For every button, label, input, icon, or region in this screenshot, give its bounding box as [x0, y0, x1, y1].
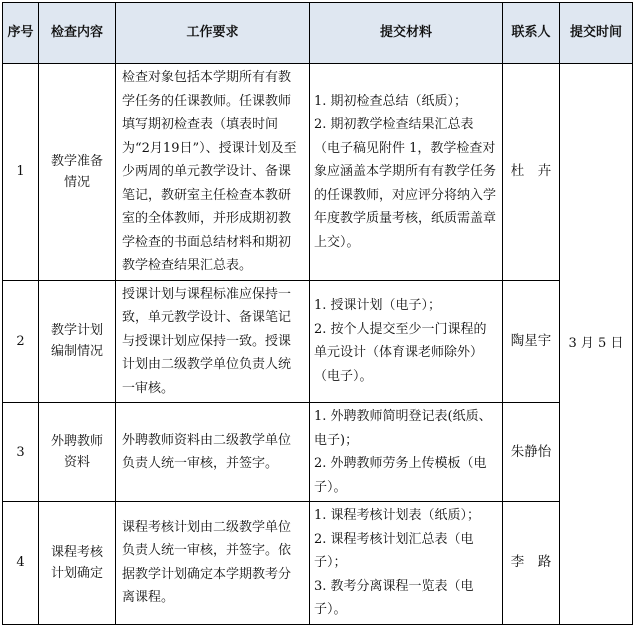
row-requirement: 授课计划与课程标准应保持一致，单元教学设计、备课笔记与授课计划应保持一致。授课计划由二级教学单位负责人统一审核。	[116, 280, 310, 403]
header-deadline: 提交时间	[560, 3, 633, 64]
row-materials	[310, 502, 503, 625]
row-requirement: 课程考核计划由二级教学单位负责人统一审核，并签字。依据教学计划确定本学期教考分离课程。	[116, 502, 310, 625]
table-row	[3, 280, 633, 403]
material-item: 2. 外聘教师劳务上传模板（电子）。	[314, 456, 487, 495]
row-seq: 3	[3, 403, 39, 502]
material-item: 2. 期初教学检查结果汇总表（电子稿见附件 1，教学检查对象应涵盖本学期所有有教学任务的任课教师，对应评分将纳入学年度教学质量考核，纸质需盖章上交）。	[314, 117, 497, 250]
deadline-cell: 3 月 5 日	[560, 64, 633, 625]
table-row	[3, 64, 633, 281]
row-seq: 2	[3, 280, 39, 403]
material-item: 2. 课程考核计划汇总表（电子）；	[314, 531, 474, 570]
header-requirement: 工作要求	[116, 3, 310, 64]
table-row	[3, 502, 633, 625]
row-contact: 杜 卉	[503, 64, 560, 281]
material-item: 1. 课程考核计划表（纸质）；	[314, 508, 481, 523]
material-item: 3. 教考分离课程一览表（电子）。	[314, 578, 474, 617]
row-requirement: 外聘教师资料由二级教学单位负责人统一审核，并签字。	[116, 403, 310, 502]
header-item: 检查内容	[39, 3, 116, 64]
material-item: 1. 外聘教师简明登记表(纸质、电子)；	[314, 409, 492, 448]
header-contact: 联系人	[503, 3, 560, 64]
material-item: 1. 授课计划（电子）；	[314, 298, 442, 314]
header-materials: 提交材料	[310, 3, 503, 64]
material-item: 2. 按个人提交至少一门课程的单元设计（体育课老师除外）（电子）。	[314, 321, 487, 384]
row-item: 外聘教师资料	[39, 403, 116, 502]
row-item: 教学计划编制情况	[39, 280, 116, 403]
row-seq: 1	[3, 64, 39, 281]
row-contact: 朱静怡	[503, 403, 560, 502]
inspection-table	[2, 2, 633, 625]
row-seq: 4	[3, 502, 39, 625]
header-row	[3, 3, 633, 64]
row-materials	[310, 64, 503, 281]
row-contact: 李 路	[503, 502, 560, 625]
row-materials	[310, 280, 503, 403]
header-seq: 序号	[3, 3, 39, 64]
row-contact: 陶星宇	[503, 280, 560, 403]
material-item: 1. 期初检查总结（纸质）；	[314, 93, 468, 109]
table-row	[3, 403, 633, 502]
row-item: 课程考核计划确定	[39, 502, 116, 625]
row-item: 教学准备情况	[39, 64, 116, 281]
row-requirement: 检查对象包括本学期所有有教学任务的任课教师。任课教师填写期初检查表（填表时间为“2月19日”）、授课计划及至少两周的单元教学设计、备课笔记，教研室主任检查本教研室的全体教师，并形成期初教学检查的书面总结材料和期初教学检查结果汇总表。	[116, 64, 310, 281]
row-materials	[310, 403, 503, 502]
